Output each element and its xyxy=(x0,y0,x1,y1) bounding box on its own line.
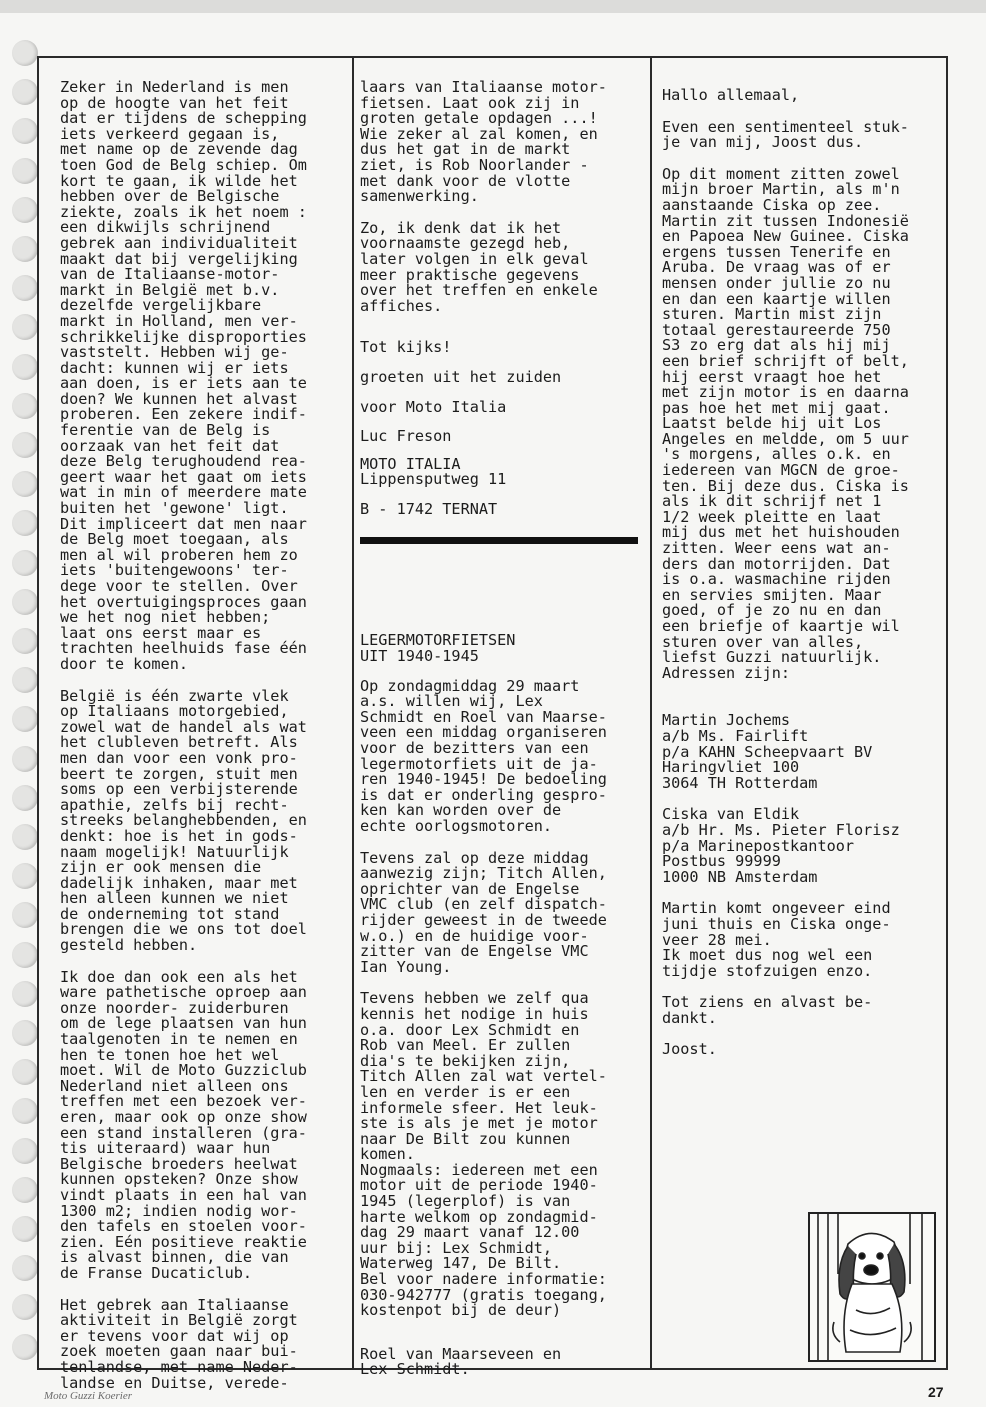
article-heading: LEGERMOTORFIETSEN UIT 1940-1945 xyxy=(360,631,516,666)
binder-hole xyxy=(12,40,38,66)
sign-tot-kijks: Tot kijks! xyxy=(360,338,452,357)
binder-hole xyxy=(12,1098,38,1124)
binder-hole xyxy=(12,236,38,262)
binder-hole xyxy=(12,746,38,772)
col3-closing: Tot ziens en alvast be- dankt. xyxy=(662,993,873,1027)
binder-hole xyxy=(12,158,38,184)
column-divider-2 xyxy=(650,58,652,1370)
col3-paragraph: Martin komt ongeveer eind juni thuis en Ciska onge- veer 28 mei. Ik moet dus nog wel een tijdje stofzuigen enzo. xyxy=(662,899,891,980)
binder-hole xyxy=(12,1059,38,1085)
binder-hole xyxy=(12,79,38,105)
article-signature: Roel van Maarseveen en Lex Schmidt. xyxy=(360,1344,562,1379)
binder-hole xyxy=(12,510,38,536)
col3-paragraph: Even een sentimenteel stuk- je van mij, Joost dus. xyxy=(662,117,909,152)
sign-city: B - 1742 TERNAT xyxy=(360,499,498,518)
scan-top-edge xyxy=(0,0,986,13)
binder-hole xyxy=(12,1020,38,1046)
col3-signature: Joost. xyxy=(662,1040,717,1059)
page-number: 27 xyxy=(928,1384,944,1400)
binder-hole xyxy=(12,942,38,968)
col2-paragraph: laars van Italiaanse motor- fietsen. Laat ook zij in groten getale opdagen ...! Wie zeker al zal komen, en dus het gat in de markt ziet, is Rob Noorlander - met dank voor de vlotte samenwerking. xyxy=(360,78,607,206)
section-rule xyxy=(360,537,638,544)
col1-paragraph: Zeker in Nederland is men op de hoogte van het feit dat er tijdens de schepping iets verkeerd gegaan is, met name op de zevende dag toen God de Belg schiep. Om kort te gaan, ik wilde het hebben over de Belgische ziekte, zoals ik het noem : een dikwijls schrijnend gebrek aan individualiteit maakt dat bij vergelijking van de Italiaanse-motor- markt in België met b.v. dezelfde vergelijkbare markt in Holland, men ver- schrikkelijke disproporties vaststelt. Hebben wij ge- dacht: kunnen wij er iets aan doen, is er iets aan te doen? We kunnen het alvast proberen. Een zekere indif- ferentie van de Belg is oorzaak van het feit dat deze Belg terughoudend rea- geert waar het gaat om iets wat in min of meerdere mate buiten het 'gewone' ligt. Dit impliceert dat men naar de Belg moet toegaan, als men al wil proberen hem zo iets 'buitengewoons' ter- dege voor te stellen. Over het overtuigingsproces gaan we het nog niet hebben; laat ons eerst maar es trachten heelhuids fase één door te komen. xyxy=(60,78,307,673)
article-paragraph: Tevens zal op deze middag aanwezig zijn; Titch Allen, oprichter van de Engelse VMC club (en zelf dispatch- rijder geweest in de tweede w.o.) en de huidige voor- zitter van de Engelse VMC Ian Young. xyxy=(360,848,607,976)
binder-hole xyxy=(12,981,38,1007)
column-divider-1 xyxy=(352,58,354,1370)
sign-address: MOTO ITALIA Lippensputweg 11 xyxy=(360,454,507,489)
col1-paragraph: Het gebrek aan Italiaanse aktiviteit in België zorgt er tevens voor dat wij op zoek moeten gaan naar bui- tenlandse, met name Neder- landse en Duitse, verede- xyxy=(60,1295,298,1392)
sign-groeten: groeten uit het zuiden xyxy=(360,367,562,386)
binder-hole xyxy=(12,471,38,497)
column-3 xyxy=(662,88,940,1074)
binder-hole xyxy=(12,1138,38,1164)
binder-hole xyxy=(12,706,38,732)
sign-name: Luc Freson xyxy=(360,427,452,446)
binder-hole xyxy=(12,667,38,693)
binder-hole xyxy=(12,550,38,576)
col1-paragraph: Ik doe dan ook een als het ware pathetische oproep aan onze noorder- zuiderburen om de lege plaatsen van hun taalgenoten in te nemen en hen te tonen hoe het wel moet. Wil de Moto Guzziclub Nederland niet alleen ons treffen met een bezoek ver- eren, maar ook op onze show een stand installeren (gra- tis uiteraard) waar hun Belgische broeders heelwat kunnen opsteken? Onze show vindt plaats in een hal van 1300 m2; indien nodig wor- den tafels en stoelen voor- zien. Eén positieve reaktie is alvast binnen, die van de Franse Ducaticlub. xyxy=(60,967,307,1282)
binder-hole xyxy=(12,1216,38,1242)
col3-greeting: Hallo allemaal, xyxy=(662,86,800,104)
address-ciska: Ciska van Eldik a/b Hr. Ms. Pieter Florisz p/a Marinepostkantoor Postbus 99999 1000 NB Amsterdam xyxy=(662,805,900,886)
binder-hole xyxy=(12,354,38,380)
address-martin: Martin Jochems a/b Ms. Fairlift p/a KAHN Scheepvaart BV Haringvliet 100 3064 TH Rotterdam xyxy=(662,711,873,792)
column-2 xyxy=(360,80,643,1394)
binder-hole xyxy=(12,628,38,654)
dog-illustration xyxy=(808,1212,936,1362)
article-paragraph: Op zondagmiddag 29 maart a.s. willen wij, Lex Schmidt en Roel van Maarse- veen een middag organiseren voor de bezitters van een legermotorfiets uit de ja- ren 1940-1945! De bedoeling is dat er onderling gespro- ken kan worden over de echte oorlogsmotoren. xyxy=(360,676,607,835)
column-1 xyxy=(60,80,347,1407)
binder-hole xyxy=(12,314,38,340)
binder-hole xyxy=(12,824,38,850)
binder-hole xyxy=(12,1294,38,1320)
col1-paragraph: België is één zwarte vlek op Italiaans motorgebied, zowel wat de handel als wat het clubleven betreft. Als men dan voor een vonk pro- beert te zorgen, stuit men soms op een verbijsterende apathie, zelfs bij recht- streeks belanghebbenden, en denkt: hoe is het in gods- naam mogelijk! Natuurlijk zijn er ook mensen die dadelijk inhaken, maar met hen alleen kunnen we niet de onderneming tot stand brengen die we ons tot doel gesteld hebben. xyxy=(60,686,307,955)
binder-hole xyxy=(12,275,38,301)
col2-paragraph: Zo, ik denk dat ik het voornaamste gezegd heb, later volgen in elk geval meer praktische gegevens over het treffen en enkele affiches. xyxy=(360,218,598,315)
binder-hole xyxy=(12,393,38,419)
binder-hole xyxy=(12,118,38,144)
binder-hole xyxy=(12,902,38,928)
binder-hole xyxy=(12,1255,38,1281)
binder-hole xyxy=(12,1334,38,1360)
binder-hole xyxy=(12,785,38,811)
magazine-name: Moto Guzzi Koerier xyxy=(44,1390,132,1402)
binder-hole xyxy=(12,863,38,889)
binder-hole xyxy=(12,1177,38,1203)
binder-hole xyxy=(12,589,38,615)
binder-hole xyxy=(12,197,38,223)
col3-paragraph: Op dit moment zitten zowel mijn broer Martin, als m'n aanstaande Ciska op zee. Martin zit tussen Indonesië en Papoea New Guinee. Ciska ergens tussen Tenerife en Aruba. De vraag was of er mensen onder jullie zo nu en dan een kaartje willen sturen. Martin mist zijn totaal gerestaureerde 750 S3 zo erg dat als hij mij een brief schrijft of belt, hij eerst vraagt hoe het met zijn motor is en daarna pas hoe het met mij gaat. Laatst belde hij uit Los Angeles en meldde, om 5 uur 's morgens, alles o.k. en iedereen van MGCN de groe- ten. Bij deze dus. Ciska is als ik dit schrijf net 1 1/2 week pleitte en laat mij dus met het huishouden zitten. Weer eens wat an- ders dan motorrijden. Dat is o.a. wasmachine rijden en servies smijten. Maar goed, of je zo nu en dan een briefje of kaartje wil sturen over van alles, liefst Guzzi natuurlijk. Adressen zijn: xyxy=(662,164,909,682)
sign-voor: voor Moto Italia xyxy=(360,397,507,416)
article-paragraph: Tevens hebben we zelf qua kennis het nodige in huis o.a. door Lex Schmidt en Rob van Meel. Er zullen dia's te bekijken zijn, Titch Allen zal wat vertel- len en verder is er een informele sfeer. Het leuk- ste is als je met je motor naar De Bilt zou kunnen komen. Nogmaals: iedereen met een motor uit de periode 1940- 1945 (legerplof) is van harte welkom op zondagmid- dag 29 maart vanaf 12.00 uur bij: Lex Schmidt, Waterweg 147, De Bilt. Bel voor nadere informatie: 030-942777 (gratis toegang, kostenpot bij de deur) xyxy=(360,989,607,1320)
binder-hole xyxy=(12,432,38,458)
